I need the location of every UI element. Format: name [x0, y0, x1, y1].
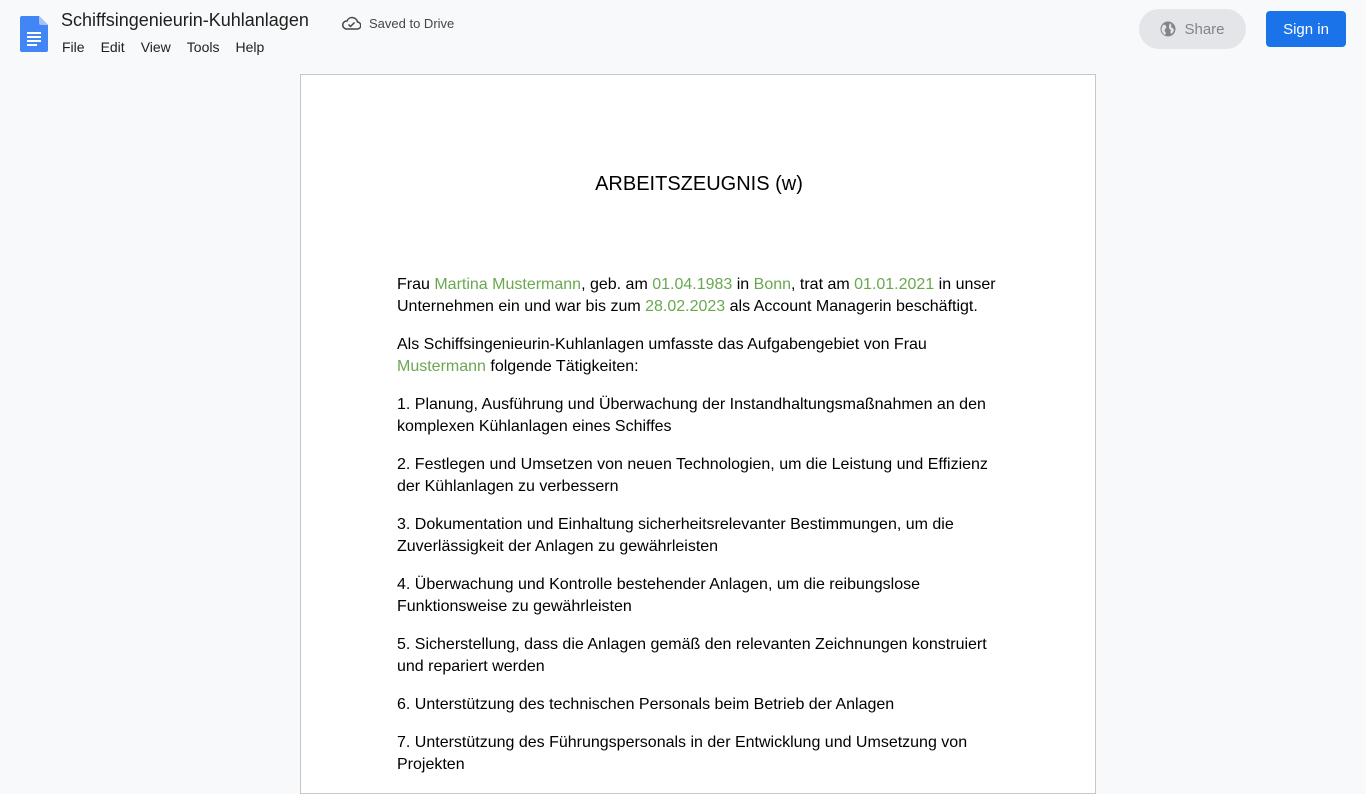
- cloud-saved-icon: [342, 16, 361, 30]
- end-date: 28.02.2023: [645, 298, 726, 315]
- tasks-intro-paragraph: [397, 334, 1001, 378]
- globe-icon: [1160, 21, 1176, 37]
- share-button-label: Share: [1184, 20, 1225, 38]
- tasks-intro-text: Als Schiffsingenieurin-Kuhlanlagen umfasste das Aufgabengebiet von Frau: [397, 336, 927, 353]
- task-item: 5. Sicherstellung, dass die Anlagen gemäß den relevanten Zeichnungen konstruiert und repariert werden: [397, 636, 987, 675]
- menu-bar: [54, 37, 272, 57]
- document-heading: ARBEITSZEUGNIS (w): [595, 173, 803, 195]
- document-body[interactable]: [397, 274, 1001, 792]
- tasks-intro-text: folgende Tätigkeiten:: [485, 358, 639, 375]
- save-status[interactable]: [342, 13, 454, 33]
- google-docs-logo-icon[interactable]: [20, 16, 48, 52]
- menu-help[interactable]: Help: [235, 39, 265, 55]
- top-bar: [0, 0, 1366, 64]
- menu-edit[interactable]: Edit: [100, 39, 125, 55]
- task-item: 2. Festlegen und Umsetzen von neuen Technologien, um die Leistung und Effizienz der Kühlanlagen zu verbessern: [397, 456, 988, 495]
- intro-text: als Account Managerin beschäftigt.: [725, 298, 978, 315]
- document-page[interactable]: [300, 74, 1096, 794]
- employee-surname: Mustermann: [397, 358, 486, 375]
- task-item: 4. Überwachung und Kontrolle bestehender Anlagen, um die reibungslose Funktionsweise zu gewährleisten: [397, 576, 921, 615]
- employee-name: Martina Mustermann: [434, 276, 582, 293]
- menu-file[interactable]: File: [62, 39, 85, 55]
- start-date: 01.01.2021: [854, 276, 935, 293]
- birth-date: 01.04.1983: [652, 276, 733, 293]
- menu-tools[interactable]: Tools: [186, 39, 220, 55]
- intro-text: in unser Unternehmen ein und war bis zum: [397, 276, 996, 315]
- share-button[interactable]: [1139, 9, 1246, 49]
- document-title[interactable]: Schiffsingenieurin-Kuhlanlagen: [61, 10, 309, 30]
- intro-text: , geb. am: [581, 276, 653, 293]
- intro-text: Frau: [397, 276, 435, 293]
- intro-text: , trat am: [791, 276, 855, 293]
- task-item: 1. Planung, Ausführung und Überwachung der Instandhaltungsmaßnahmen an den komplexen Kühlanlagen eines Schiffes: [397, 396, 986, 435]
- intro-paragraph: [397, 274, 1001, 318]
- task-item: 6. Unterstützung des technischen Personals beim Betrieb der Anlagen: [397, 696, 895, 713]
- intro-text: in: [732, 276, 754, 293]
- birth-place: Bonn: [753, 276, 792, 293]
- task-item: 3. Dokumentation und Einhaltung sicherheitsrelevanter Bestimmungen, um die Zuverlässigkeit der Anlagen zu gewährleisten: [397, 516, 954, 555]
- menu-view[interactable]: View: [140, 39, 171, 55]
- sign-in-button[interactable]: Sign in: [1266, 11, 1346, 47]
- save-status-label: Saved to Drive: [369, 15, 455, 31]
- task-item: 7. Unterstützung des Führungspersonals in der Entwicklung und Umsetzung von Projekten: [397, 734, 968, 773]
